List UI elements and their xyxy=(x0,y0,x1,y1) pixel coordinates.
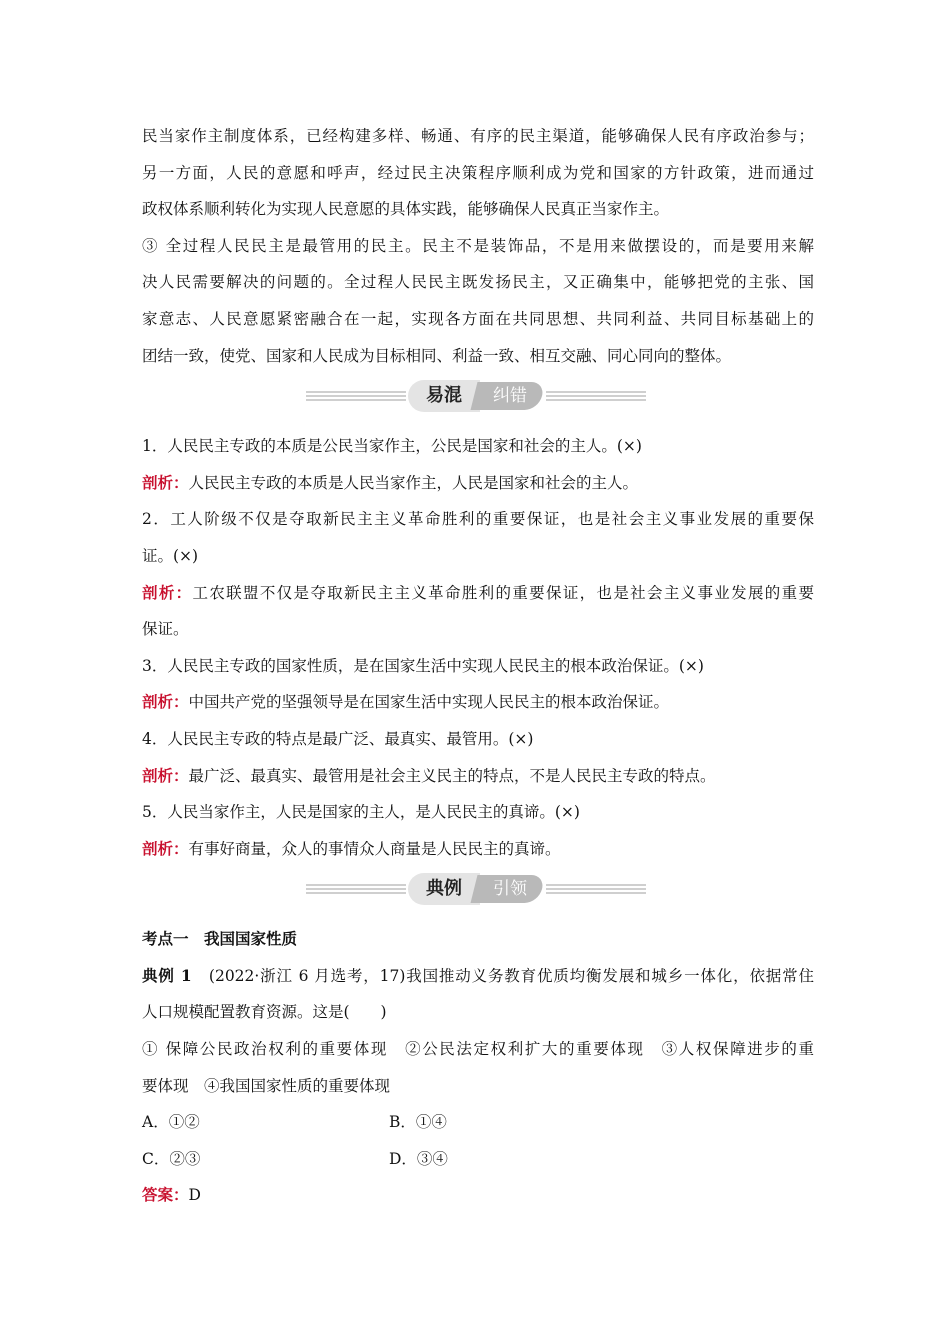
analysis-label: 剖析： xyxy=(142,838,189,858)
error-list xyxy=(142,428,814,867)
error-analysis xyxy=(142,758,814,795)
text-line: 决人民需要解决的问题的。全过程人民民主既发扬民主，又正确集中，能够把党的主张、国 xyxy=(142,273,814,292)
analysis-label: 剖析： xyxy=(142,582,193,602)
analysis-text: 人民民主专政的本质是人民当家作主，人民是国家和社会的主人。 xyxy=(188,473,639,492)
analysis-text: 有事好商量，众人的事情众人商量是人民民主的真谛。 xyxy=(188,839,561,858)
analysis-label: 剖析： xyxy=(142,472,189,492)
section-banner-confusion xyxy=(142,378,814,422)
example-section xyxy=(142,921,814,1214)
option-d: D．③④ xyxy=(389,1149,448,1168)
example-stem-text: (2022·浙江 6 月选考，17)我国推动义务教育优质均衡发展和城乡一体化，依据常住 xyxy=(191,966,814,985)
banner-label-right: 纠错 xyxy=(493,386,527,407)
banner-rule-right xyxy=(546,884,646,898)
error-analysis xyxy=(142,831,814,868)
text-line: ③ 全过程人民民主是最管用的民主。民主不是装饰品，不是用来做摆设的，而是要用来解 xyxy=(142,236,814,255)
example-stem xyxy=(142,958,814,995)
error-analysis xyxy=(142,684,814,721)
banner-rule-left xyxy=(306,884,406,898)
answer-value: D xyxy=(188,1186,201,1205)
section-title: 考点一 我国国家性质 xyxy=(142,929,298,949)
document-page xyxy=(142,118,814,1214)
example-label: 典例 1 xyxy=(142,965,192,985)
error-statement: 1．人民民主专政的本质是公民当家作主，公民是国家和社会的主人。(×) xyxy=(142,437,642,456)
banner-label-left: 典例 xyxy=(408,873,480,905)
option-a: A．①② xyxy=(142,1113,200,1132)
error-statement: 5．人民当家作主，人民是国家的主人，是人民民主的真谛。(×) xyxy=(142,803,580,822)
option-c: C．②③ xyxy=(142,1149,201,1168)
error-statement: 2．工人阶级不仅是夺取新民主主义革命胜利的重要保证，也是社会主义事业发展的重要保 xyxy=(142,510,814,529)
intro-paragraph xyxy=(142,118,814,374)
answer-line xyxy=(142,1177,814,1214)
banner-rule-right xyxy=(546,391,646,405)
banner-label-left: 易混 xyxy=(408,380,480,412)
error-analysis xyxy=(142,575,814,612)
section-banner-example xyxy=(142,871,814,915)
example-statements: 要体现 ④我国国家性质的重要体现 xyxy=(142,1076,391,1095)
error-analysis xyxy=(142,465,814,502)
banner-label-right: 引领 xyxy=(493,879,527,900)
error-statement: 3．人民民主专政的国家性质，是在国家生活中实现人民民主的根本政治保证。(×) xyxy=(142,656,704,675)
analysis-label: 剖析： xyxy=(142,765,189,785)
text-line: 团结一致，使党、国家和人民成为目标相同、利益一致、相互交融、同心同向的整体。 xyxy=(142,346,732,365)
text-line: 家意志、人民意愿紧密融合在一起，实现各方面在共同思想、共同利益、共同目标基础上的 xyxy=(142,309,814,328)
banner-pill xyxy=(408,380,544,412)
analysis-text: 中国共产党的坚强领导是在国家生活中实现人民民主的根本政治保证。 xyxy=(188,693,670,712)
option-row xyxy=(142,1141,814,1178)
text-line: 另一方面，人民的意愿和呼声，经过民主决策程序顺利成为党和国家的方针政策，进而通过 xyxy=(142,163,814,182)
analysis-text: 最广泛、最真实、最管用是社会主义民主的特点，不是人民民主专政的特点。 xyxy=(188,766,716,785)
error-analysis: 保证。 xyxy=(142,620,189,639)
option-b: B．①④ xyxy=(389,1113,447,1132)
text-line: 政权体系顺利转化为实现人民意愿的具体实践，能够确保人民真正当家作主。 xyxy=(142,200,670,219)
example-statements: ① 保障公民政治权利的重要体现 ②公民法定权利扩大的重要体现 ③人权保障进步的重 xyxy=(142,1040,814,1059)
banner-pill xyxy=(408,873,544,905)
analysis-text: 工农联盟不仅是夺取新民主主义革命胜利的重要保证，也是社会主义事业发展的重要 xyxy=(192,583,814,602)
example-stem: 人口规模配置教育资源。这是( ) xyxy=(142,1003,387,1022)
error-statement: 证。(×) xyxy=(142,546,199,565)
answer-label: 答案： xyxy=(142,1185,189,1205)
banner-rule-left xyxy=(306,391,406,405)
analysis-label: 剖析： xyxy=(142,692,189,712)
option-row xyxy=(142,1104,814,1141)
text-line: 民当家作主制度体系，已经构建多样、畅通、有序的民主渠道，能够确保人民有序政治参与； xyxy=(142,127,814,145)
error-statement: 4．人民民主专政的特点是最广泛、最真实、最管用。(×) xyxy=(142,729,534,748)
